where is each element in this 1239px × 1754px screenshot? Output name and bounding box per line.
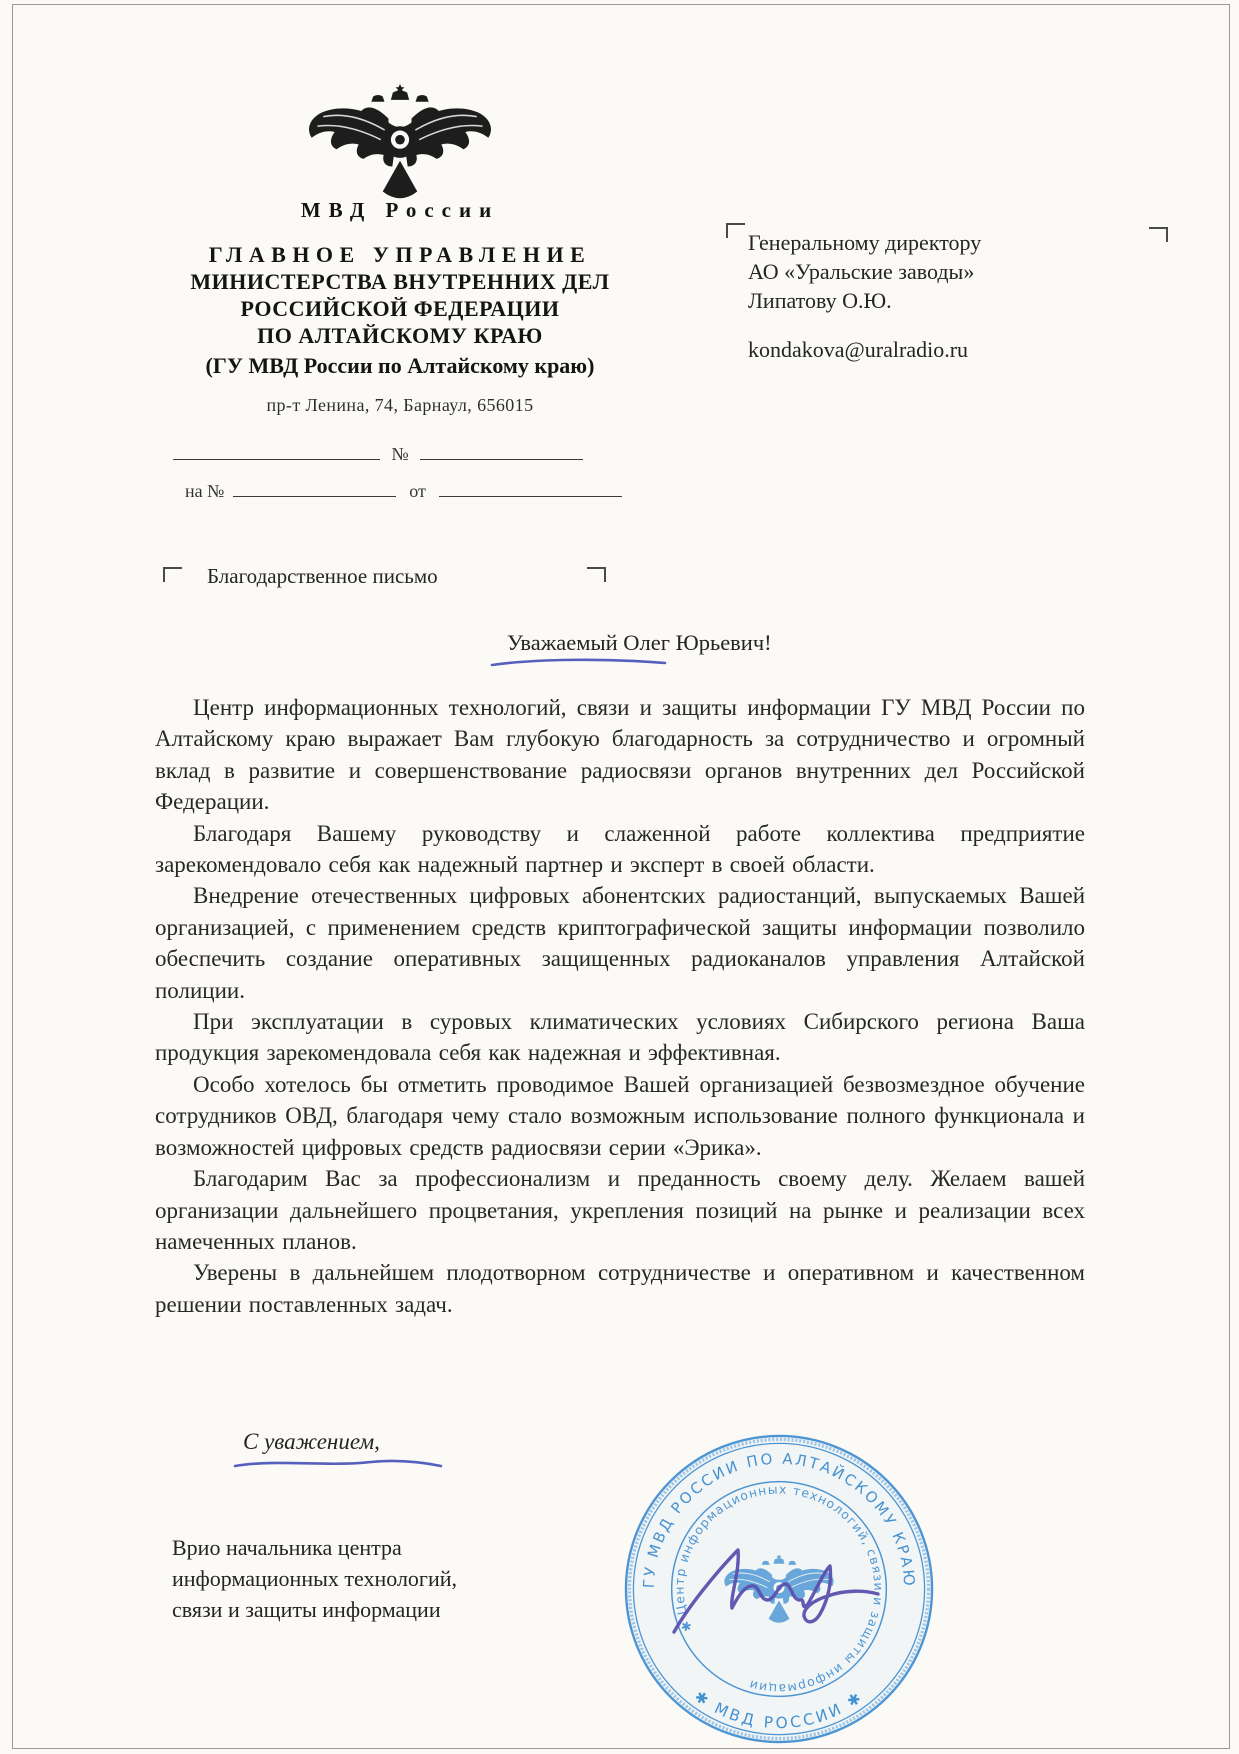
- corner-mark-left-icon: [726, 223, 745, 238]
- signer-title-line2: информационных технологий,: [172, 1566, 458, 1591]
- stamp-outer-text: ГУ МВД РОССИИ ПО АЛТАЙСКОМУ КРАЮ: [639, 1449, 919, 1589]
- subject-title: Благодарственное письмо: [207, 564, 438, 588]
- reply-prefix: на №: [185, 481, 225, 501]
- recipient-company: АО «Уральские заводы»: [748, 259, 975, 284]
- org-address: пр-т Ленина, 74, Барнаул, 656015: [266, 395, 534, 415]
- closing-block: [243, 1429, 380, 1455]
- signer-title-line1: Врио начальника центра: [172, 1535, 402, 1560]
- org-title-line2: МИНИСТЕРСТВА ВНУТРЕННИХ ДЕЛ: [190, 269, 610, 294]
- stamp-inner-text: ✱ Центр информационных технологий, связи и защиты информации: [671, 1481, 887, 1697]
- paragraph: Благодарим Вас за профессионализм и преданность своему делу. Желаем вашей организации дальнейшего процветания, укрепления позиций на рынке и реализации всех намеченных планов.: [155, 1166, 1085, 1254]
- date-blank-line: [173, 443, 380, 460]
- number-blank-line: [420, 443, 583, 460]
- recipient-block: [748, 228, 1168, 364]
- stamp-bottom-text: ✱ МВД РОССИИ ✱: [690, 1687, 868, 1733]
- recipient-position: Генеральному директору: [748, 230, 982, 255]
- number-sign: №: [391, 444, 409, 464]
- paragraph: Особо хотелось бы отметить проводимое Вашей организацией безвозмездное обучение сотрудников ОВД, благодаря чему стало возможным использование полного функционала и возможностей цифровых средств радиосвязи серии «Эрика».: [155, 1071, 1085, 1160]
- signer-title-block: [172, 1532, 457, 1625]
- corner-mark-right-icon: [587, 567, 606, 582]
- outgoing-number-row: [155, 443, 655, 480]
- signature-scrawl: [612, 1538, 892, 1638]
- signer-title-line3: связи и защиты информации: [172, 1597, 441, 1622]
- closing-text: С уважением,: [243, 1429, 380, 1454]
- corner-mark-right-icon: [1149, 227, 1168, 242]
- reference-block: [155, 443, 655, 517]
- paragraph: Благодаря Вашему руководству и слаженной работе коллектива предприятие зарекомендовало себя как надежный партнер и эксперт в своей области.: [155, 820, 1085, 878]
- org-title-line4: ПО АЛТАЙСКОМУ КРАЮ: [257, 323, 543, 348]
- corner-mark-left-icon: [163, 567, 182, 582]
- closing-ink-underline: [231, 1456, 446, 1472]
- date-prefix: от: [409, 481, 426, 501]
- mvd-emblem-icon: [300, 84, 500, 210]
- recipient-name: Липатову О.Ю.: [748, 288, 892, 313]
- paragraph: Центр информационных технологий, связи и защиты информации ГУ МВД России по Алтайскому краю выражает Вам глубокую благодарность за сотрудничество и огромный вклад в развитие и совершенствование радиосвязи органов внутренних дел Российской Федерации.: [155, 695, 1085, 815]
- subject-block: [163, 564, 623, 598]
- reply-number-blank-line: [233, 480, 396, 497]
- letterhead: [138, 198, 662, 416]
- salutation-text: Уважаемый Олег Юрьевич!: [507, 630, 772, 655]
- paragraph: Внедрение отечественных цифровых абонентских радиостанций, выпускаемых Вашей организацией, с применением средств криптографической защиты информации позволило обеспечить создание оперативных защищенных радиоканалов управления Алтайской полиции.: [155, 883, 1085, 1003]
- recipient-email: kondakova@uralradio.ru: [748, 337, 969, 362]
- ministry-name: МВД России: [300, 198, 500, 222]
- letter-body: [155, 692, 1085, 1320]
- reply-date-blank-line: [439, 480, 622, 497]
- salutation: [507, 630, 772, 656]
- paragraph: При эксплуатации в суровых климатических условиях Сибирского региона Ваша продукция зарекомендовала себя как надежная и эффективная.: [155, 1009, 1085, 1066]
- org-title-line3: РОССИЙСКОЙ ФЕДЕРАЦИИ: [240, 296, 560, 321]
- incoming-number-row: [155, 480, 655, 517]
- salutation-ink-underline: [489, 656, 669, 670]
- org-title-line1: ГЛАВНОЕ УПРАВЛЕНИЕ: [208, 242, 592, 267]
- paragraph: Уверены в дальнейшем плодотворном сотрудничестве и оперативном и качественном решении поставленных задач.: [155, 1260, 1085, 1317]
- org-abbreviation: (ГУ МВД России по Алтайскому краю): [205, 353, 595, 378]
